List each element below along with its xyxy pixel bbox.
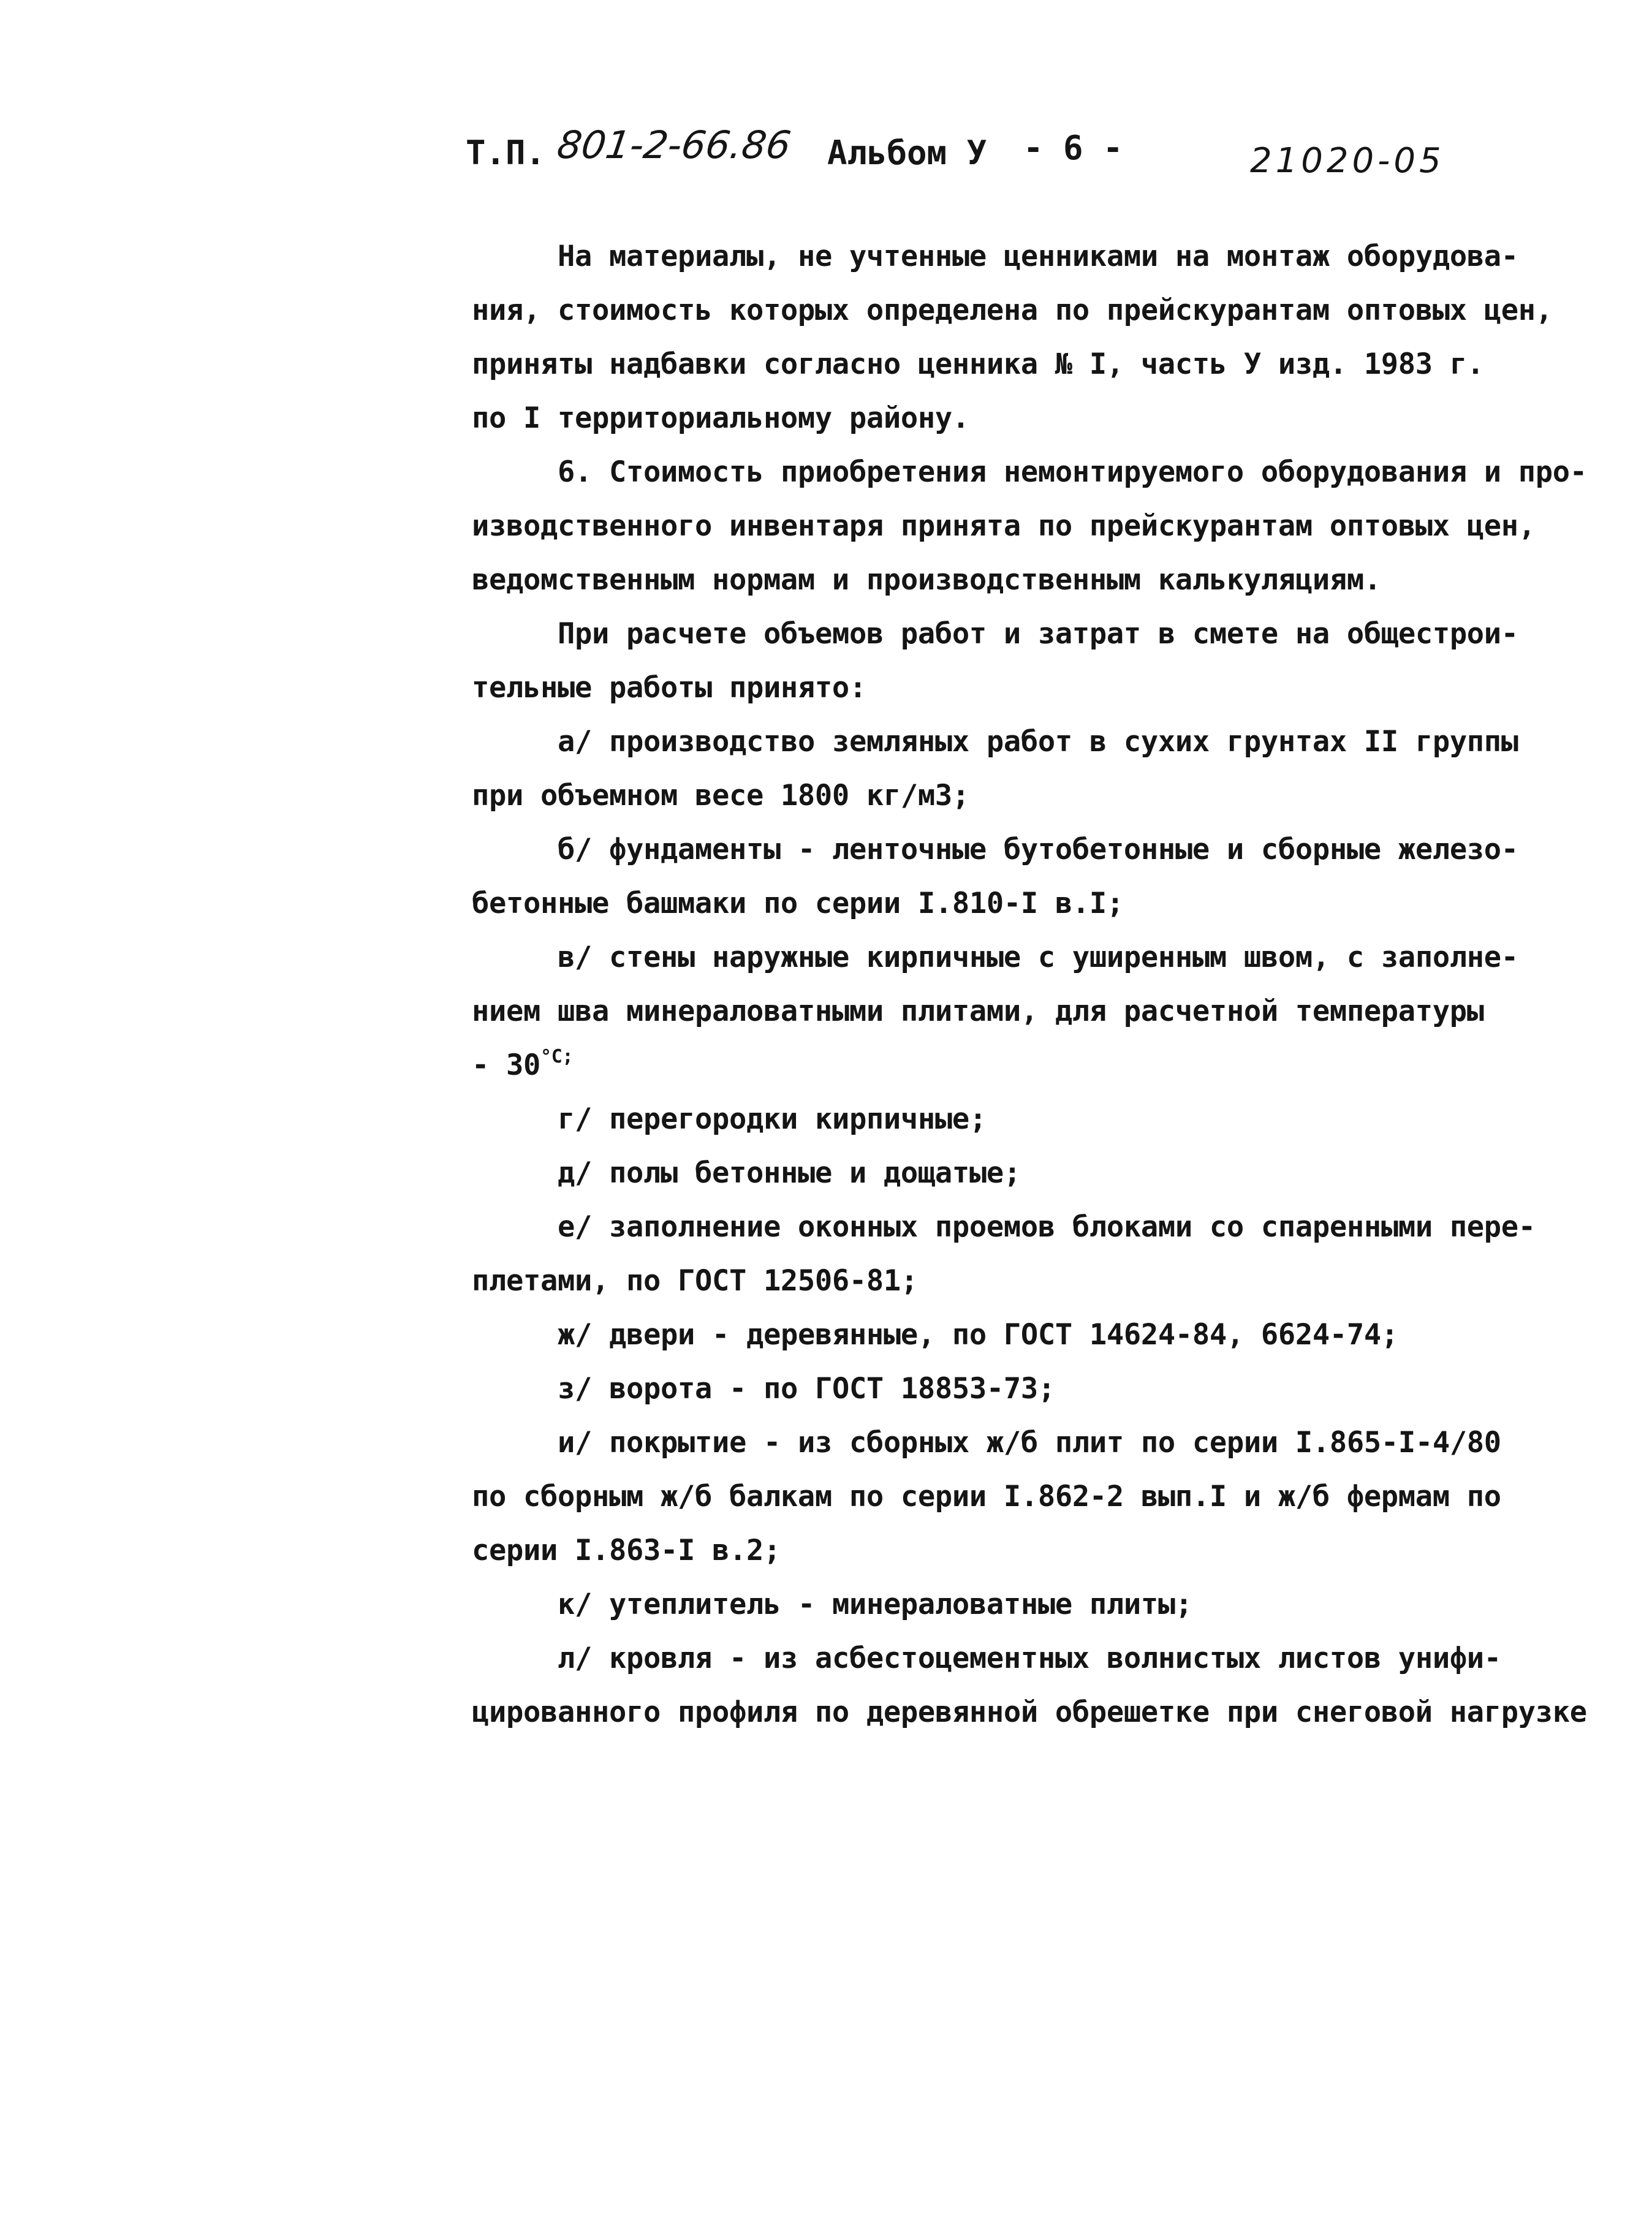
text-line: 6. Стоимость приобретения немонтируемого оборудования и про- bbox=[558, 455, 1587, 489]
text-line: На материалы, не учтенные ценниками на монтаж оборудова- bbox=[558, 240, 1518, 273]
text-line: а/ производство земляных работ в сухих грунтах II группы bbox=[558, 725, 1518, 759]
text-line: по I территориальному району. bbox=[472, 401, 969, 435]
text-line: ния, стоимость которых определена по прейскурантам оптовых цен, bbox=[472, 293, 1553, 327]
text-line: ведомственным нормам и производственным калькуляциям. bbox=[472, 563, 1381, 597]
text-line: нием шва минераловатными плитами, для расчетной температуры bbox=[472, 994, 1484, 1028]
text-line: При расчете объемов работ и затрат в смете на общестрои- bbox=[558, 617, 1518, 651]
text-line: г/ перегородки кирпичные; bbox=[558, 1102, 987, 1136]
text-line: при объемном весе 1800 кг/м3; bbox=[472, 779, 969, 812]
temperature-unit: °С; bbox=[540, 1046, 574, 1067]
text-line: бетонные башмаки по серии I.810-I в.I; bbox=[472, 887, 1124, 920]
text-line: б/ фундаменты - ленточные бутобетонные и сборные железо- bbox=[558, 833, 1518, 866]
text-line-temperature bbox=[472, 1039, 1587, 1093]
header-project-number: 801-2-66.86 bbox=[554, 123, 794, 167]
text-line: тельные работы принято: bbox=[472, 671, 866, 705]
text-line: з/ ворота - по ГОСТ 18853-73; bbox=[558, 1372, 1055, 1406]
text-line: изводственного инвентаря принята по прейскурантам оптовых цен, bbox=[472, 509, 1536, 543]
text-line: л/ кровля - из асбестоцементных волнистых листов унифи- bbox=[558, 1642, 1501, 1675]
document-body bbox=[472, 230, 1587, 1740]
header-album: Альбом У bbox=[827, 134, 987, 172]
text-line: д/ полы бетонные и дощатые; bbox=[558, 1156, 1021, 1190]
text-line: ж/ двери - деревянные, по ГОСТ 14624-84, 6624-74; bbox=[558, 1318, 1398, 1352]
text-line: в/ стены наружные кирпичные с уширенным швом, с заполне- bbox=[558, 941, 1518, 974]
header-prefix: Т.П. bbox=[466, 134, 546, 172]
temperature-value: - 30 bbox=[472, 1048, 540, 1082]
text-line: приняты надбавки согласно ценника № I, часть У изд. 1983 г. bbox=[472, 347, 1484, 381]
text-line: и/ покрытие - из сборных ж/б плит по серии I.865-I-4/80 bbox=[558, 1426, 1501, 1460]
text-line: плетами, по ГОСТ 12506-81; bbox=[472, 1264, 918, 1298]
page-header bbox=[466, 116, 1458, 190]
header-code: 21020-05 bbox=[1250, 141, 1445, 181]
text-line: е/ заполнение оконных проемов блоками со спаренными пере- bbox=[558, 1210, 1536, 1244]
text-line: к/ утеплитель - минераловатные плиты; bbox=[558, 1588, 1192, 1621]
text-line: по сборным ж/б балкам по серии I.862-2 вып.I и ж/б фермам по bbox=[472, 1480, 1501, 1513]
text-line: цированного профиля по деревянной обрешетке при снеговой нагрузке bbox=[472, 1695, 1587, 1729]
text-line: серии I.863-I в.2; bbox=[472, 1534, 781, 1567]
header-page-number: - 6 - bbox=[1023, 129, 1123, 167]
